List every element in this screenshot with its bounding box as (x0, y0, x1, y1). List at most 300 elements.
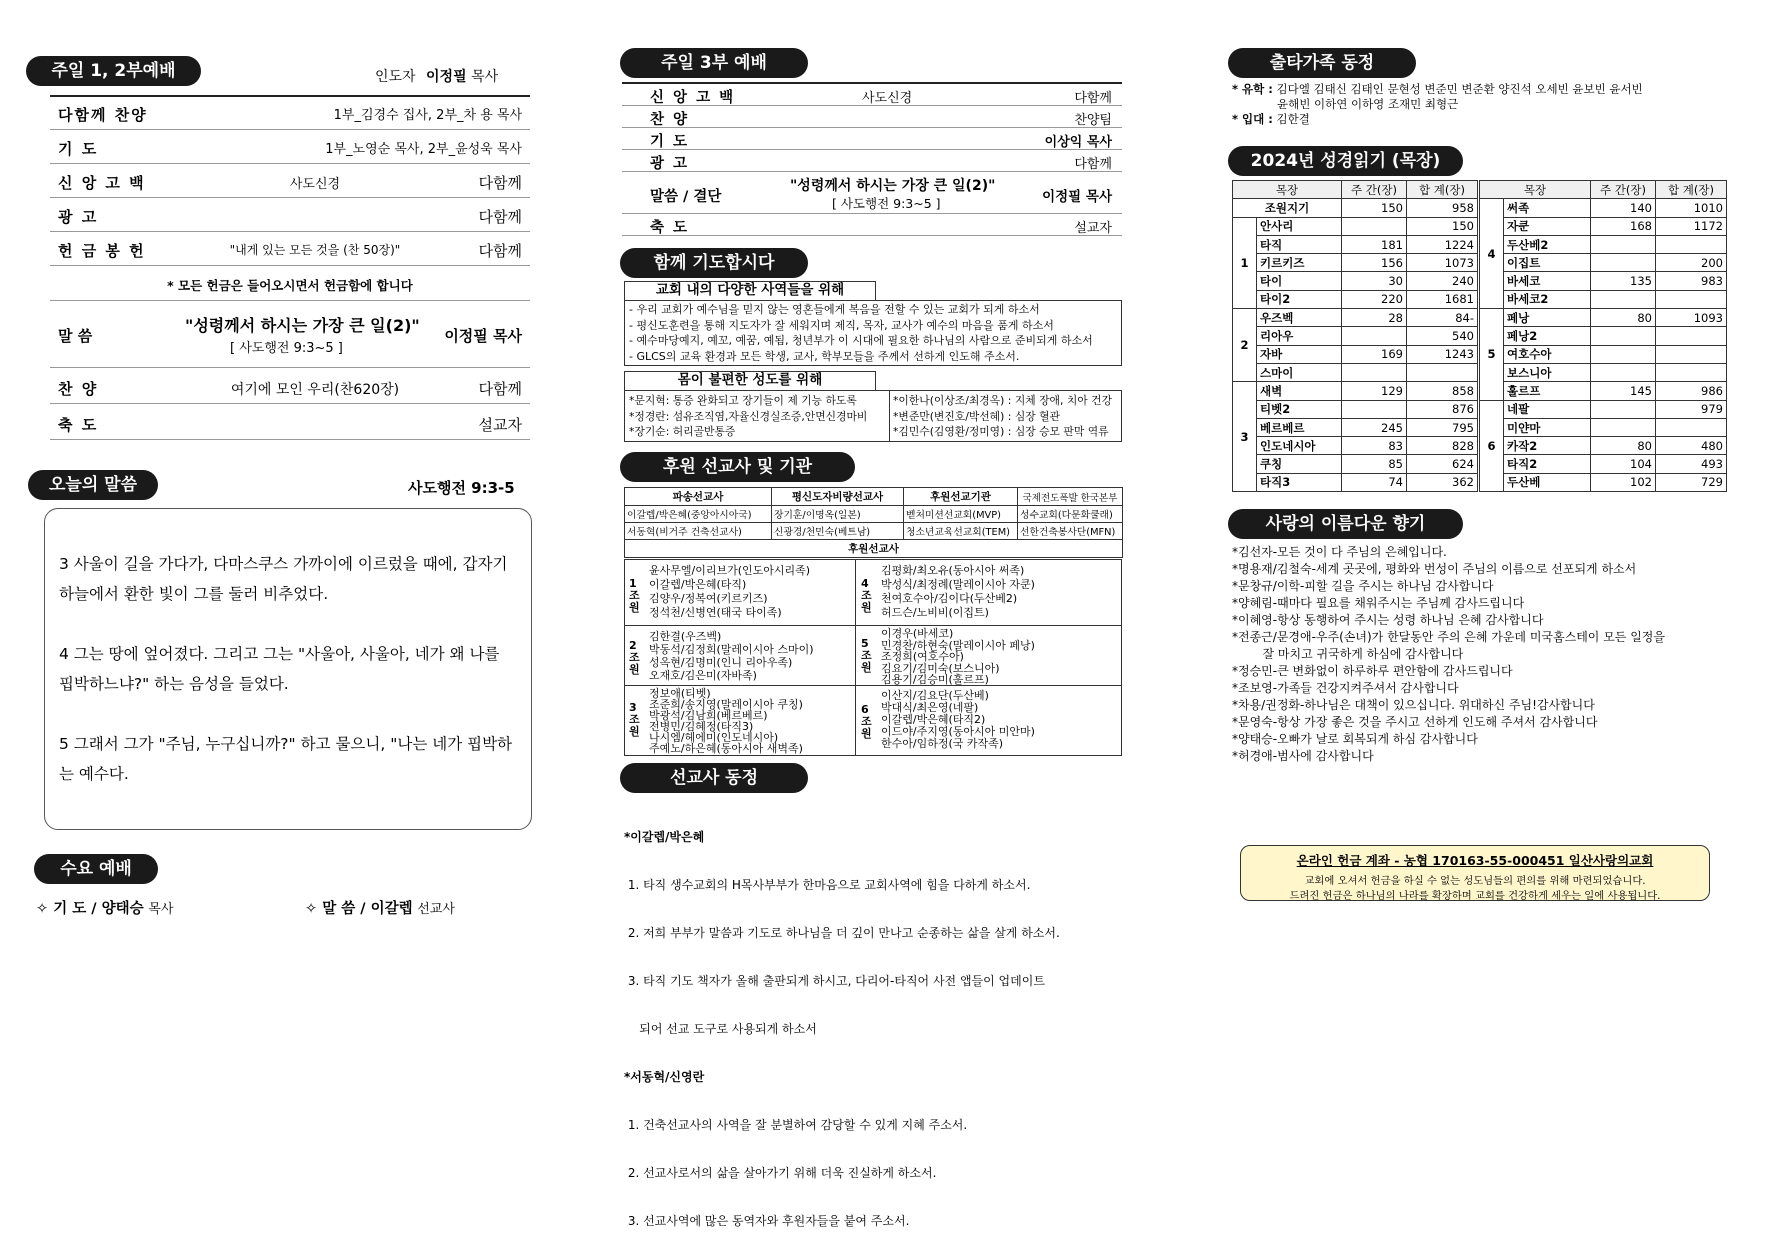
row-label: 광 고 (650, 156, 690, 172)
service3-rows (622, 84, 1122, 236)
reading-row (1233, 290, 1478, 308)
reading-week: 135 (1591, 272, 1656, 290)
church-pray-title: 교회 내의 다양한 사역들을 위해 (624, 281, 876, 301)
reading-header: 목장 (1480, 181, 1591, 199)
reading-name: 바세코2 (1504, 290, 1591, 308)
reading-week (1591, 345, 1656, 363)
wed-sermon-name: ✧ 말 씀 / 이갈렙 (305, 901, 413, 917)
bible-reading-title: 2024년 성경읽기 (목장) (1228, 146, 1463, 176)
service-row (50, 406, 530, 440)
verse-3: 3 사울이 길을 가다가, 다마스쿠스 가까이에 이르렀을 때에, 갑자기 하늘에서 환한 빛이 그를 둘러 비추었다. (59, 555, 508, 603)
reading-header: 주 간(장) (1591, 181, 1656, 199)
sermon-ref: [ 사도행전 9:3~5 ] (230, 341, 343, 356)
love-item: 잘 마치고 귀국하게 하심에 감사합니다 (1232, 647, 1464, 661)
mission-news-title: 선교사 동정 (620, 763, 808, 793)
support-cell: 선한건축봉사단(MFN) (1018, 523, 1123, 540)
reading-row (1233, 382, 1478, 400)
reading-row (1233, 455, 1478, 473)
reading-total: 729 (1656, 473, 1727, 491)
row-right: 1부_노영순 목사, 2부_윤성욱 목사 (325, 142, 522, 157)
sermon-right: 이정필 목사 (444, 327, 522, 345)
mission-name: 김용기/김승미(훌르프) (881, 673, 989, 686)
leader-title: 목사 (471, 69, 499, 85)
mission-names (649, 630, 854, 682)
reading-row (1480, 382, 1727, 400)
sick-item: *정경란: 섬유조직염,자율신경실조증,안면신경마비 (629, 409, 868, 423)
mission-name: 김양우/정복여(키르키즈) (649, 592, 768, 605)
reading-week (1342, 327, 1407, 345)
reading-name: 바세코 (1504, 272, 1591, 290)
reading-total: 1073 (1407, 254, 1478, 272)
sick-pray-title: 몸이 불편한 성도를 위해 (624, 371, 876, 391)
mission-name: 이드야/주지영(동아시아 미안마) (881, 725, 1035, 738)
reading-week: 74 (1342, 473, 1407, 491)
support-header: 평신도자비량선교사 (772, 488, 904, 506)
love-list (1232, 544, 1732, 765)
mission-name: 박대식/최은영(네팔) (881, 701, 979, 714)
reading-week: 83 (1342, 437, 1407, 455)
reading-name: 페낭2 (1504, 327, 1591, 345)
reading-row (1480, 400, 1727, 418)
reading-header: 합 계(장) (1407, 181, 1478, 199)
support-cell: 이갈렙/박은혜(중앙아시아국) (625, 506, 772, 523)
service-3-title: 주일 3부 예배 (620, 48, 808, 78)
reading-total: 493 (1656, 455, 1727, 473)
verse-box (44, 508, 532, 830)
row-label: 광 고 (58, 208, 99, 226)
reading-name: 써족 (1504, 199, 1591, 217)
reading-row (1233, 254, 1478, 272)
mission-grid (624, 559, 1122, 756)
reading-total (1656, 345, 1727, 363)
reading-row (1233, 473, 1478, 491)
sermon-label: 말 씀 (58, 327, 93, 345)
love-item: *정승민-큰 변화없이 하루하루 편안함에 감사드립니다 (1232, 664, 1513, 678)
service-row (50, 164, 530, 198)
mission-group-label: 2조원 (629, 639, 640, 676)
row-right: 찬양팀 (1074, 113, 1112, 128)
mission-name: 주예노/하은혜(동아시아 새벽족) (649, 742, 803, 755)
love-item: *문창규/이학-피할 길을 주시는 하나님 감사합니다 (1232, 579, 1494, 593)
mission-name: 한수아/임하정(국 카작족) (881, 737, 1004, 750)
reading-row (1233, 199, 1478, 217)
sick-item: *김민수(김영환/정미영) : 심장 승모 판막 역류 (893, 425, 1109, 438)
reading-row (1480, 418, 1727, 436)
reading-row (1480, 217, 1727, 235)
reading-total (1656, 418, 1727, 436)
mission-name: 이갈렙/박은혜(타직) (649, 578, 747, 591)
mission-group-label: 6조원 (861, 703, 872, 740)
support-cell: 성수교회(다문화쿨래) (1018, 506, 1123, 523)
reading-row (1480, 473, 1727, 491)
reading-total: 1093 (1656, 309, 1727, 327)
row-label: 신 앙 고 백 (58, 174, 146, 192)
reading-week: 104 (1591, 455, 1656, 473)
reading-total: 240 (1407, 272, 1478, 290)
row-label: 헌 금 봉 헌 (58, 242, 146, 260)
reading-total: 362 (1407, 473, 1478, 491)
love-item: *문영숙-항상 가장 좋은 것을 주시고 선하게 인도해 주셔서 감사합니다 (1232, 715, 1598, 729)
mission-news-line: 1. 타직 생수교회의 H목사부부가 한마음으로 교회사역에 힘을 다하게 하소서. (624, 878, 1031, 892)
mission-news-line: 되어 선교 도구로 사용되게 하소서 (624, 1022, 817, 1036)
reading-week: 129 (1342, 382, 1407, 400)
reading-table-right (1479, 180, 1727, 492)
reading-name: 조원지기 (1233, 199, 1342, 217)
prayer-item: - GLCS의 교육 환경과 모든 학생, 교사, 학부모들을 주께서 선하게 인도해 주소서. (629, 349, 1020, 363)
reading-name: 새벽 (1257, 382, 1342, 400)
mission-divider-v (855, 560, 856, 755)
reading-name: 타직3 (1257, 473, 1342, 491)
reading-week: 220 (1342, 290, 1407, 308)
mission-name: 박광석/김남희(베르베르) (649, 709, 768, 722)
mission-name: 박성식/최정례(말레이시아 자쿤) (881, 578, 1035, 591)
service-row (622, 150, 1122, 172)
mission-names (881, 564, 1121, 620)
mission-names (649, 564, 854, 620)
support-cell: 청소년교육선교회(TEM) (904, 523, 1018, 540)
reading-name: 자쿤 (1504, 217, 1591, 235)
reading-group: 1 (1233, 217, 1257, 308)
reading-name: 스마이 (1257, 363, 1342, 381)
reading-group: 2 (1233, 309, 1257, 382)
reading-total: 795 (1407, 418, 1478, 436)
reading-row (1233, 363, 1478, 381)
reading-name: 쿠칭 (1257, 455, 1342, 473)
mission-name: 정석천/신병연(태국 타이족) (649, 606, 782, 619)
mission-name: 이갈렙/박은혜(타직2) (881, 713, 986, 726)
sick-item: *장기순: 허리골반통증 (629, 425, 736, 438)
love-item: *조보영-가족들 건강지켜주셔서 감사합니다 (1232, 681, 1459, 695)
pray-together-title: 함께 기도합시다 (620, 248, 808, 278)
reading-total: 858 (1407, 382, 1478, 400)
family-news (1232, 82, 1643, 127)
reading-week (1591, 418, 1656, 436)
reading-name: 티벳2 (1257, 400, 1342, 418)
mission-news (624, 797, 1124, 1245)
reading-total: 876 (1407, 400, 1478, 418)
sermon-title: "성령께서 하시는 가장 큰 일(2)" (790, 178, 996, 194)
reading-week (1591, 254, 1656, 272)
mission-news-line: 2. 선교사로서의 삶을 살아가기 위해 더욱 진실하게 하소서. (624, 1166, 937, 1180)
mission-news-line: 2. 저희 부부가 말씀과 기도로 하나님을 더 깊이 만나고 순종하는 삶을 살게 하소서. (624, 926, 1060, 940)
love-item: *이혜영-항상 동행하여 주시는 성령 하나님 은혜 감사합니다 (1232, 613, 1544, 627)
mission-name: 김한결(우즈벡) (649, 630, 722, 643)
reading-name: 훌르프 (1504, 382, 1591, 400)
mission-name: 민경찬/하현숙(말레이시아 페낭) (881, 638, 1035, 652)
reading-week: 140 (1591, 199, 1656, 217)
sick-item: *변준만(변진호/박선혜) : 심장 혈관 (893, 409, 1060, 423)
row-label: 찬 양 (650, 112, 690, 128)
mission-name: 천여호수아/김이다(두산베2) (881, 592, 1018, 605)
row-label: 기 도 (650, 134, 690, 150)
mission-name: 정보애(티벳) (649, 687, 711, 700)
reading-total: 624 (1407, 455, 1478, 473)
todays-word-title: 오늘의 말씀 (28, 470, 158, 500)
reading-row (1480, 437, 1727, 455)
mission-group-label: 4조원 (861, 577, 872, 614)
offering-note-1: 교회에 오셔서 헌금을 하실 수 없는 성도님들의 편의를 위해 마련되었습니다. (1304, 875, 1646, 887)
service-row (622, 214, 1122, 236)
row-label: 신 앙 고 백 (650, 90, 736, 106)
row-right: 이상익 목사 (1044, 135, 1112, 150)
row-label: 축 도 (650, 220, 690, 236)
reading-name: 타이2 (1257, 290, 1342, 308)
reading-row (1480, 327, 1727, 345)
wed-prayer (36, 897, 173, 918)
mission-news-line: 3. 선교사역에 많은 동역자와 후원자들을 붙여 주소서. (624, 1214, 910, 1228)
reading-row (1480, 199, 1727, 217)
leader-name: 이정필 (426, 69, 467, 85)
reading-name: 카작2 (1504, 437, 1591, 455)
reading-name: 네팔 (1504, 400, 1591, 418)
row-right: 다함께 (1074, 157, 1112, 172)
family-study (1232, 82, 1643, 97)
reading-row (1480, 254, 1727, 272)
todays-word-ref: 사도행전 9:3-5 (408, 479, 515, 497)
reading-name: 페낭 (1504, 309, 1591, 327)
service-row (622, 84, 1122, 106)
reading-row (1233, 437, 1478, 455)
sermon-title: "성령께서 하시는 가장 큰 일(2)" (185, 316, 420, 335)
row-right: 설교자 (1074, 221, 1112, 236)
reading-name: 여호수아 (1504, 345, 1591, 363)
wed-prayer-name: ✧ 기 도 / 양태승 (36, 901, 144, 917)
reading-header: 목장 (1233, 181, 1342, 199)
reading-week: 30 (1342, 272, 1407, 290)
family-army (1232, 112, 1643, 127)
mission-name: 김요기/김미숙(보스니아) (881, 661, 1000, 675)
mission-name: 허드슨/노비비(이집트) (881, 606, 989, 619)
prayer-item: - 평신도훈련을 통해 지도자가 잘 세워지며 제직, 목자, 교사가 예수의 마음을 품게 하소서 (629, 318, 1054, 332)
reading-row (1233, 272, 1478, 290)
reading-row (1480, 309, 1727, 327)
reading-week (1342, 363, 1407, 381)
reading-total (1656, 235, 1727, 253)
reading-week: 245 (1342, 418, 1407, 436)
family-army-label: * 입대 : (1232, 112, 1273, 126)
reading-week: 80 (1591, 309, 1656, 327)
love-fragrance-title: 사랑의 이름다운 향기 (1228, 509, 1463, 539)
sermon-row (50, 300, 530, 368)
reading-group: 5 (1480, 309, 1504, 400)
mission-news-line: *서동혁/신영란 (624, 1070, 705, 1084)
offering-note-2: 드려진 헌금은 하나님의 나라를 확장하며 교회를 건강하게 세우는 일에 사용됩니다. (1289, 890, 1661, 902)
support-cell: 장기훈/이명옥(일본) (772, 506, 904, 523)
mission-name: 조준희/송지영(말레이시아 쿠칭) (649, 698, 803, 711)
reading-name: 리아우 (1257, 327, 1342, 345)
reading-week: 85 (1342, 455, 1407, 473)
reading-row (1233, 217, 1478, 235)
reading-group: 4 (1480, 199, 1504, 309)
reading-total: 480 (1656, 437, 1727, 455)
row-mid: 사도신경 (289, 177, 341, 192)
prayer-item: - 우리 교회가 예수님을 믿지 않는 영혼들에게 복음을 전할 수 있는 교회가 되게 하소서 (629, 303, 1040, 316)
reading-name: 베르베르 (1257, 418, 1342, 436)
reading-total: 540 (1407, 327, 1478, 345)
mission-names (649, 688, 854, 754)
reading-total: 1010 (1656, 199, 1727, 217)
reading-row (1233, 327, 1478, 345)
reading-row (1233, 400, 1478, 418)
support-header: 파송선교사 (625, 488, 772, 506)
wednesday-service-title: 수요 예배 (34, 854, 158, 884)
reading-row (1233, 345, 1478, 363)
service-row (622, 128, 1122, 150)
mission-name: 오재호/김은미(자바족) (649, 669, 757, 682)
mission-divider-h (625, 625, 1121, 626)
mission-group-label: 3조원 (629, 701, 640, 738)
support-cell: 벧처미션선교회(MVP) (904, 506, 1018, 523)
row-right: 다함께 (478, 208, 522, 226)
sick-right (889, 391, 1115, 441)
reading-total: 1681 (1407, 290, 1478, 308)
reading-table-left (1232, 180, 1478, 492)
mission-name: 전병민/김혜정(타직3) (649, 720, 754, 733)
reading-name: 타이 (1257, 272, 1342, 290)
mission-name: 나시엠/헤에미(인도네시아) (649, 731, 779, 744)
mission-name: 조정희(여호수아) (881, 650, 964, 663)
mission-name: 이경우(바세코) (881, 627, 954, 640)
row-right: 다함께 (478, 380, 522, 398)
sermon-label: 말씀 / 결단 (650, 189, 722, 205)
family-study2: 윤해빈 이하연 이하영 조재민 최형근 (1277, 97, 1459, 111)
mission-name: 이산지/김요단(두산베) (881, 689, 989, 702)
love-item: *전종근/문경애-우주(손녀)가 한달동안 주의 은혜 가운데 미국홈스테이 모든 일정을 (1232, 630, 1665, 644)
support-cell: 서동혁(비거주 건축선교사) (625, 523, 772, 540)
offering-account: 온라인 헌금 계좌 - 농협 170163-55-000451 일산사랑의교회 (1296, 853, 1654, 868)
reading-row (1233, 418, 1478, 436)
reading-total: 828 (1407, 437, 1478, 455)
family-news-title: 출타가족 동정 (1228, 48, 1416, 78)
reading-week: 102 (1591, 473, 1656, 491)
love-item: *양혜림-때마다 필요를 채워주시는 주님께 감사드립니다 (1232, 596, 1525, 610)
love-item: *차용/권정화-하나님은 대책이 있으십니다. 위대하신 주님!감사합니다 (1232, 698, 1595, 712)
love-item: *김선자-모든 것이 다 주님의 은혜입니다. (1232, 545, 1447, 559)
sick-pray-box (624, 390, 1122, 442)
love-item: *명용재/김철숙-세계 곳곳에, 평화와 번성이 주님의 이름으로 선포되게 하소서 (1232, 562, 1637, 576)
reading-total: 84- (1407, 309, 1478, 327)
row-right: 다함께 (1074, 91, 1112, 106)
reading-total: 986 (1656, 382, 1727, 400)
reading-total: 1224 (1407, 235, 1478, 253)
mission-name: 성옥현/김명미(인니 리아우족) (649, 656, 793, 669)
online-offering-box (1240, 845, 1710, 901)
sick-item: *이한나(이상조/최경옥) : 지체 장애, 치아 건강 (893, 394, 1112, 407)
reading-name: 키르키즈 (1257, 254, 1342, 272)
support-header: 후원선교기관 (904, 488, 1018, 506)
reading-total (1656, 327, 1727, 345)
reading-name: 이집트 (1504, 254, 1591, 272)
reading-week (1591, 363, 1656, 381)
love-item: *허경애-범사에 감사합니다 (1232, 749, 1374, 763)
reading-row (1480, 272, 1727, 290)
reading-total: 979 (1656, 400, 1727, 418)
reading-week: 181 (1342, 235, 1407, 253)
mission-names (881, 628, 1121, 686)
reading-total (1656, 363, 1727, 381)
mission-name: 윤사무엘/이리브가(인도아시리족) (649, 564, 811, 577)
mission-group-label: 1조원 (629, 577, 640, 614)
reading-row (1480, 235, 1727, 253)
service-row (50, 198, 530, 232)
reading-week (1591, 400, 1656, 418)
reading-name: 두산베2 (1504, 235, 1591, 253)
mission-names (881, 690, 1121, 750)
wed-sermon-title: 선교사 (417, 902, 455, 917)
support-header: 국제전도폭발 한국본부 (1018, 488, 1123, 506)
service-12-title: 주일 1, 2부예배 (26, 56, 201, 86)
service-row (622, 106, 1122, 128)
reading-row (1233, 309, 1478, 327)
service-row (50, 96, 530, 130)
row-mid: 여기에 모인 우리(찬620장) (230, 382, 400, 398)
reading-name: 두산베 (1504, 473, 1591, 491)
support-mission-label: 후원선교사 (625, 540, 1123, 558)
mission-news-line: 1. 건축선교사의 사역을 잘 분별하여 감당할 수 있게 지혜 주소서. (624, 1118, 968, 1132)
reading-name: 타직2 (1504, 455, 1591, 473)
reading-week: 169 (1342, 345, 1407, 363)
family-study-names: 김다엘 김태신 김태인 문현성 변준민 변준환 양진석 오세빈 윤보빈 윤서빈 (1276, 82, 1643, 96)
sermon-row (622, 172, 1122, 214)
row-label: 축 도 (58, 416, 99, 434)
reading-header: 합 계(장) (1656, 181, 1727, 199)
row-right: 1부_김경수 집사, 2부_차 용 목사 (333, 108, 522, 123)
sermon-ref: [ 사도행전 9:3~5 ] (832, 196, 941, 211)
sermon-right: 이정필 목사 (1042, 189, 1112, 205)
reading-week: 168 (1591, 217, 1656, 235)
church-pray-box (624, 300, 1122, 366)
row-mid: "내게 있는 모든 것을 (찬 50장)" (229, 243, 401, 257)
reading-row (1233, 235, 1478, 253)
reading-week (1342, 217, 1407, 235)
reading-week: 145 (1591, 382, 1656, 400)
offering-note: * 모든 헌금은 들어오시면서 헌금함에 합니다 (167, 278, 413, 293)
reading-total: 200 (1656, 254, 1727, 272)
mission-group-label: 5조원 (861, 637, 872, 674)
reading-name: 타직 (1257, 235, 1342, 253)
reading-name: 안사리 (1257, 217, 1342, 235)
row-label: 다함께 찬양 (58, 106, 148, 124)
reading-header: 주 간(장) (1342, 181, 1407, 199)
family-army-names: 김한결 (1276, 112, 1310, 126)
reading-week (1591, 327, 1656, 345)
reading-total: 958 (1407, 199, 1478, 217)
reading-row (1480, 290, 1727, 308)
leader-line (375, 66, 498, 86)
reading-name: 보스니아 (1504, 363, 1591, 381)
service-row (50, 370, 530, 404)
reading-row (1480, 363, 1727, 381)
sick-left (629, 393, 889, 440)
reading-total (1407, 363, 1478, 381)
reading-week (1342, 400, 1407, 418)
reading-total: 983 (1656, 272, 1727, 290)
reading-total (1656, 290, 1727, 308)
reading-week: 28 (1342, 309, 1407, 327)
reading-row (1480, 455, 1727, 473)
reading-total: 150 (1407, 217, 1478, 235)
service-row (50, 232, 530, 266)
love-item: *양태승-오빠가 날로 회복되게 하심 감사합니다 (1232, 732, 1478, 746)
mission-news-line: 3. 타직 기도 책자가 올해 출판되게 하시고, 다리어-타직어 사전 앱들이 업데이트 (624, 974, 1045, 988)
family-study-label: * 유학 : (1232, 82, 1273, 96)
support-cell: 신광경/천민숙(베트남) (772, 523, 904, 540)
row-label: 찬 양 (58, 380, 99, 398)
wed-sermon (305, 897, 455, 918)
reading-row (1480, 345, 1727, 363)
reading-total: 1243 (1407, 345, 1478, 363)
reading-name: 우즈벡 (1257, 309, 1342, 327)
